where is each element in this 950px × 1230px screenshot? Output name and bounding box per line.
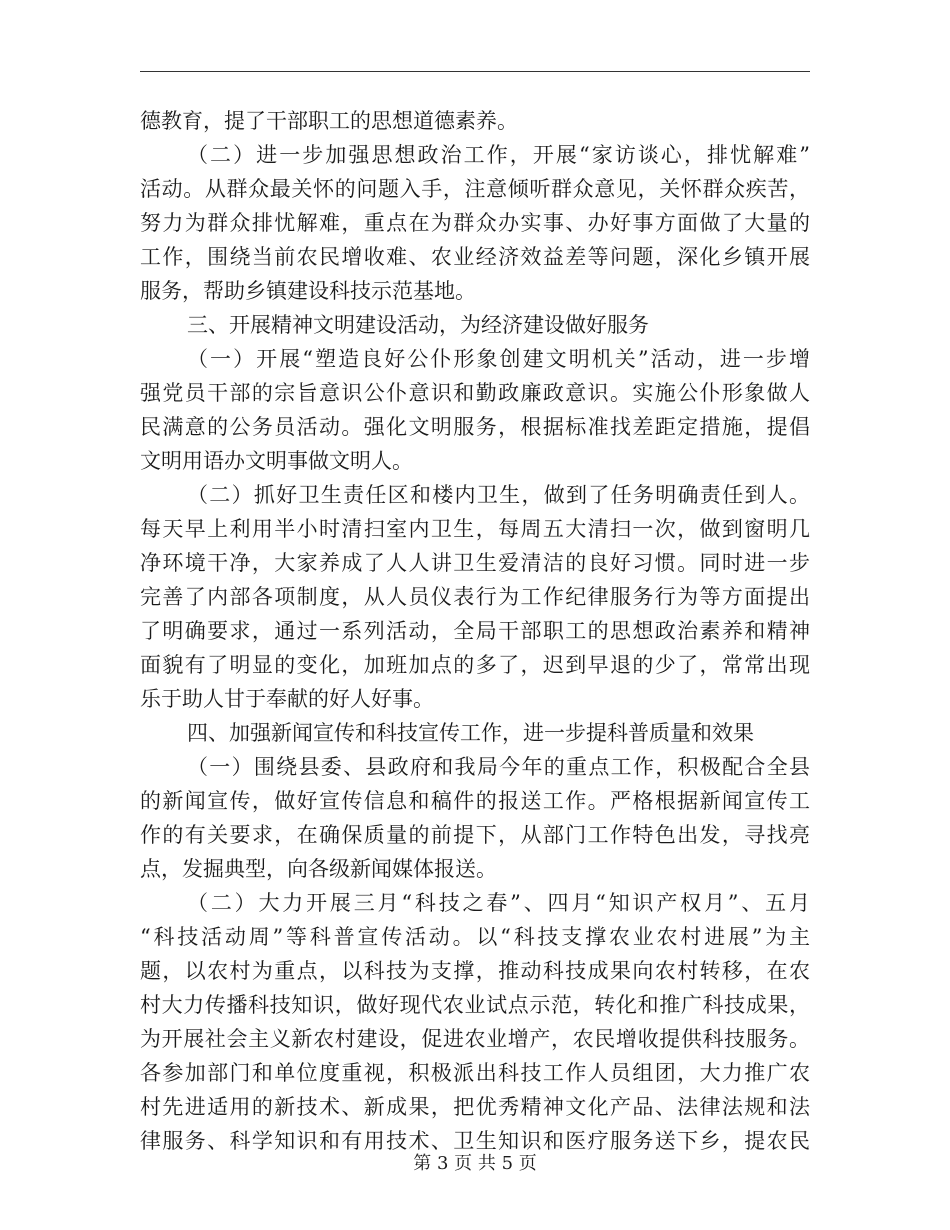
text-line: 工作，围绕当前农民增收难、农业经济效益差等问题，深化乡镇开展 — [140, 245, 810, 269]
page-number-footer: 第 3 页 共 5 页 — [413, 1153, 537, 1174]
document-body — [140, 104, 810, 1158]
text-line: 强党员干部的宗旨意识公仆意识和勤政廉政意识。实施公仆形象做人 — [140, 381, 810, 405]
text-line: 了明确要求，通过一系列活动，全局干部职工的思想政治素养和精神 — [140, 619, 810, 643]
text-line: 活动。从群众最关怀的问题入手，注意倾听群众意见，关怀群众疾苦， — [140, 177, 810, 201]
text-line: 作的有关要求，在确保质量的前提下，从部门工作特色出发，寻找亮 — [140, 823, 810, 847]
text-line: （二）进一步加强思想政治工作，开展“家访谈心，排忧解难” — [187, 143, 810, 167]
text-line: 面貌有了明显的变化，加班加点的多了，迟到早退的少了，常常出现 — [140, 653, 810, 677]
text-line: 村大力传播科技知识，做好现代农业试点示范，转化和推广科技成果， — [140, 993, 810, 1017]
text-line: （一）围绕县委、县政府和我局今年的重点工作，积极配合全县 — [187, 755, 810, 779]
text-line: （二）大力开展三月“科技之春”、四月“知识产权月”、五月 — [187, 891, 810, 915]
text-line: 四、加强新闻宣传和科技宣传工作，进一步提科普质量和效果 — [187, 721, 754, 745]
text-line: 民满意的公务员活动。强化文明服务，根据标准找差距定措施，提倡 — [140, 415, 810, 439]
text-line: 律服务、科学知识和有用技术、卫生知识和医疗服务送下乡，提农民 — [140, 1129, 810, 1153]
text-line: 各参加部门和单位度重视，积极派出科技工作人员组团，大力推广农 — [140, 1061, 810, 1085]
text-line: （一）开展“塑造良好公仆形象创建文明机关”活动，进一步增 — [187, 347, 810, 371]
text-line: 净环境干净，大家养成了人人讲卫生爱清洁的良好习惯。同时进一步 — [140, 551, 810, 575]
text-line: 题，以农村为重点，以科技为支撑，推动科技成果向农村转移，在农 — [140, 959, 810, 983]
text-line: 的新闻宣传，做好宣传信息和稿件的报送工作。严格根据新闻宣传工 — [140, 789, 810, 813]
text-line: （二）抓好卫生责任区和楼内卫生，做到了任务明确责任到人。 — [187, 483, 810, 507]
header-rule — [140, 71, 810, 72]
text-line: 点，发掘典型，向各级新闻媒体报送。 — [140, 857, 497, 881]
text-line: 村先进适用的新技术、新成果，把优秀精神文化产品、法律法规和法 — [140, 1095, 810, 1119]
text-line: 每天早上利用半小时清扫室内卫生，每周五大清扫一次，做到窗明几 — [140, 517, 810, 541]
text-line: 完善了内部各项制度，从人员仪表行为工作纪律服务行为等方面提出 — [140, 585, 810, 609]
text-line: 德教育，提了干部职工的思想道德素养。 — [140, 109, 518, 133]
text-line: 乐于助人甘于奉献的好人好事。 — [140, 687, 434, 711]
text-line: “科技活动周”等科普宣传活动。以“科技支撑农业农村进展”为主 — [140, 925, 810, 949]
text-line: 文明用语办文明事做文明人。 — [140, 449, 413, 473]
text-line: 服务，帮助乡镇建设科技示范基地。 — [140, 279, 476, 303]
text-line: 为开展社会主义新农村建设，促进农业增产，农民增收提供科技服务。 — [140, 1027, 810, 1051]
text-line: 努力为群众排忧解难，重点在为群众办实事、办好事方面做了大量的 — [140, 211, 810, 235]
text-line: 三、开展精神文明建设活动，为经济建设做好服务 — [187, 313, 649, 337]
